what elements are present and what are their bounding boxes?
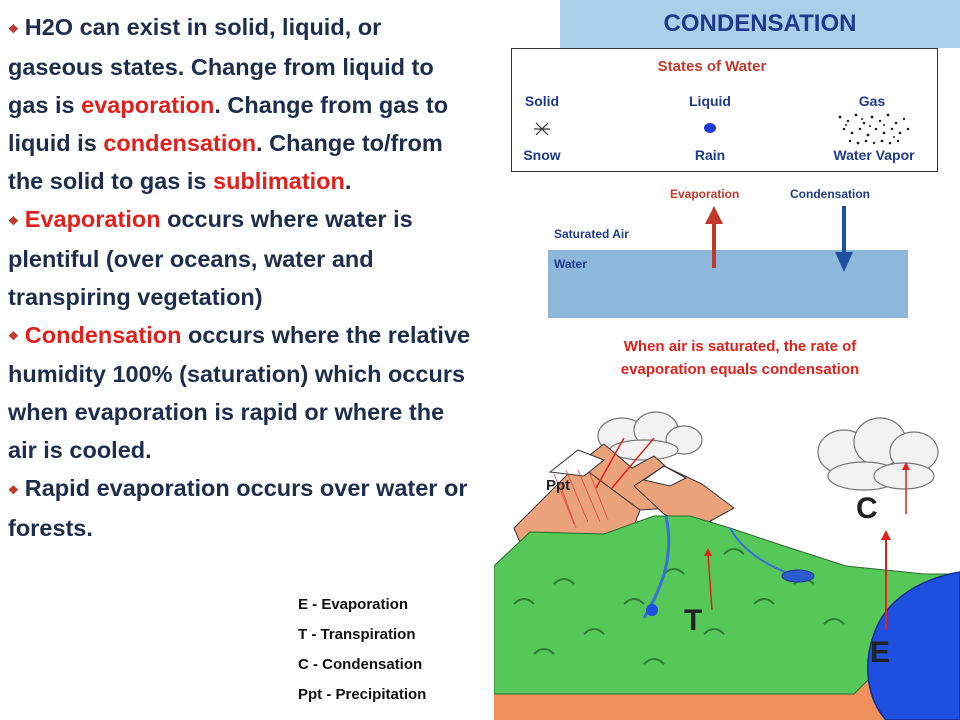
paragraph-rapid <box>8 469 478 547</box>
text-segment: . Change to/from the solid to gas is <box>8 129 443 194</box>
legend-item-transpiration: T - Transpiration <box>298 626 416 643</box>
water-cycle-diagram <box>494 404 960 720</box>
solid-label: Solid <box>524 93 560 109</box>
gas-label: Gas <box>858 93 886 109</box>
rain-label: Rain <box>694 147 726 163</box>
legend-item-evaporation: E - Evaporation <box>298 596 409 613</box>
vapor-cloud-icon <box>839 114 910 145</box>
c-label: C <box>856 492 878 525</box>
states-of-water-diagram <box>511 48 938 172</box>
saturation-diagram <box>540 178 940 326</box>
states-title: States of Water <box>657 58 767 75</box>
snowflake-icon <box>534 123 550 135</box>
bullet-icon: ❖ <box>8 483 19 498</box>
text-highlight: sublimation <box>213 167 345 194</box>
water-layer <box>548 250 908 318</box>
bullet-icon: ❖ <box>8 21 19 36</box>
legend-item-condensation: C - Condensation <box>298 656 423 673</box>
caption-line: When air is saturated, the rate of <box>623 338 857 355</box>
text-highlight: condensation <box>103 129 257 156</box>
text-segment: . <box>344 167 352 194</box>
raindrop-icon <box>704 123 716 133</box>
snow-label: Snow <box>523 147 561 163</box>
bullet-icon: ❖ <box>8 213 19 228</box>
caption-line: evaporation equals condensation <box>620 361 860 378</box>
water-label: Water <box>554 257 587 271</box>
paragraph-condensation <box>8 316 478 470</box>
text-highlight: Condensation <box>24 321 182 348</box>
saturation-caption <box>540 335 940 381</box>
liquid-label: Liquid <box>689 93 731 109</box>
text-segment: occurs where the relative humidity 100% (saturation) which occurs when evaporation is rapid or where the air is cooled. <box>8 321 471 464</box>
text-segment: occurs where water is plentiful (over oceans, water and transpiring vegetation) <box>8 205 413 310</box>
evaporation-label: Evaporation <box>670 187 740 201</box>
paragraph-states <box>8 8 478 200</box>
bullet-icon: ❖ <box>8 329 19 344</box>
text-segment: Rapid evaporation occurs over water or forests. <box>8 475 468 542</box>
water-droplet-icon <box>646 604 658 616</box>
t-label: T <box>684 604 703 637</box>
paragraph-evaporation <box>8 200 478 316</box>
states-svg <box>512 49 937 171</box>
text-segment: H2O can exist in solid, liquid, or gaseous states. Change from liquid to gas is <box>8 14 434 118</box>
legend-item-precipitation: Ppt - Precipitation <box>298 686 427 703</box>
ppt-label: Ppt <box>546 477 571 494</box>
title-bar <box>560 0 960 48</box>
water-vapor-label: Water Vapor <box>833 147 915 163</box>
text-segment: . Change from gas to liquid is <box>8 91 449 156</box>
lake <box>782 570 814 582</box>
e-label: E <box>870 636 891 669</box>
saturated-air-label: Saturated Air <box>554 227 629 241</box>
page-title: CONDENSATION <box>663 10 857 37</box>
condensation-label: Condensation <box>790 187 870 201</box>
text-body <box>8 8 478 547</box>
text-highlight: evaporation <box>81 91 215 118</box>
text-highlight: Evaporation <box>24 205 161 232</box>
legend <box>298 590 426 710</box>
